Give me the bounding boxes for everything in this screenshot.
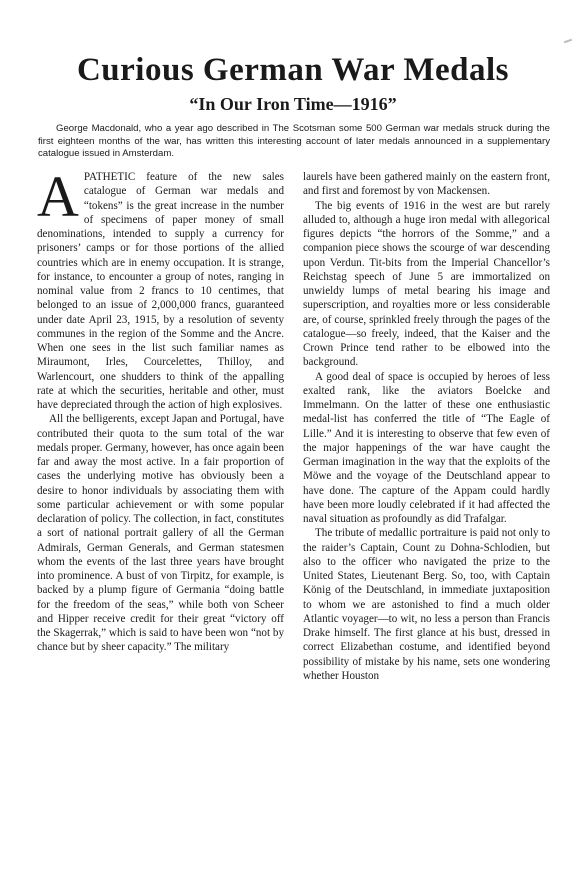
paragraph-5: A good deal of space is occupied by heroes of less exalted rank, like the aviators Boelcke and Immelmann. On the latter of these one enthusiastic medal-list has conferred the title of “The Eagle of Lille.” And it is interesting to observe that few even of the major happenings of the war have caught the German imagination in the way that the exploits of the Möwe and the voyage of the Deutschland appear to have done. The capture of the Appam could hardly have been more loudly celebrated if it had affected the naval situation as profoundly as did Trafalgar.	[303, 370, 550, 525]
corner-mark	[564, 39, 572, 44]
paragraph-1	[37, 164, 284, 412]
paragraph-6: The tribute of medallic portraiture is paid not only to the raider’s Captain, Count zu Dohna-Schlodien, but also to the officer who navigated the prize to the United States, Lieutenant Berg. So, too, with Captain König of the Deutschland, in immediate juxtaposition to whom we are astonished to find a much older Atlantic voyager—to wit, no less a person than Francis Drake himself. The first glance at his bust, dressed in correct Elizabethan costume, and identified beyond possibility of mistake by his name, sets one wondering whether Houston	[303, 527, 550, 682]
right-column	[303, 170, 550, 683]
paragraph-2: All the belligerents, except Japan and Portugal, have contributed their quota to the sum total of the war medals proper. Germany, however, has once again been far and away the most active. In a fair proportion of cases the underlying motive has obviously been a desire to honor individuals by associating them with some particular achievement or with some popular declaration of policy. The collection, in fact, constitutes a sort of national portrait gallery of all the German Admirals, German Generals, and German statesmen whom the events of the last three years have brought into prominence. A bust of von Tirpitz, for example, is backed by a plump figure of Germania “doing battle for the freedom of the seas,” while both von Scheer and Hipper receive credit for their great “victory off the Skagerrak,” which is said to have been won “not by chance but by sheer capacity.” The military	[37, 413, 284, 654]
paragraph-4: The big events of 1916 in the west are but rarely alluded to, although a huge iron medal with allegorical figures depicts “the horrors of the Somme,” and a companion piece shows the scourge of war descending upon Verdun. Tit-bits from the Imperial Chancellor’s Reichstag speech of June 5 are immortalized on unwieldy lumps of metal bearing his image and superscription, and royalties more or less considerable are, of course, sprinkled freely through the pages of the catalogue—so freely, indeed, that the Kaiser and the Crown Prince tend rather to be elbowed into the background.	[303, 199, 550, 369]
article-subtitle: “In Our Iron Time—1916”	[189, 94, 397, 114]
left-column	[37, 164, 284, 655]
paragraph-3: laurels have been gathered mainly on the eastern front, and first and foremost by von Mackensen.	[303, 171, 550, 198]
paragraph-1-text: PATHETIC feature of the new sales catalogue of German war medals and “tokens” is the great increase in the number of specimens of paper money of small denominations, intended to supply a currency for prisoners’ camps or for those portions of the allied countries which are in enemy occupation. It is strange, for instance, to encounter a group of notes, ranging in nominal value from 2 francs to 10 centimes, that belonged to an issue of 2,000,000 francs, guaranteed under date April 23, 1915, by a resolution of seventy communes in the region of the Somme and the Ancre. When one sees in the list such familiar names as Miraumont, Irles, Courcelettes, Thilloy, and Warlencourt, one shudders to think of the appalling rate at which the securities, heritable and other, must have depreciated through the action of high explosives.	[37, 171, 284, 411]
article-title: Curious German War Medals	[76, 52, 510, 88]
drop-cap: A	[37, 164, 79, 229]
article-intro: George Macdonald, who a year ago described in The Scotsman some 500 German war medals struck during the first eighteen months of the war, has written this interesting account of later medals announced in a supplementary catalogue issued in Amsterdam.	[38, 123, 550, 159]
